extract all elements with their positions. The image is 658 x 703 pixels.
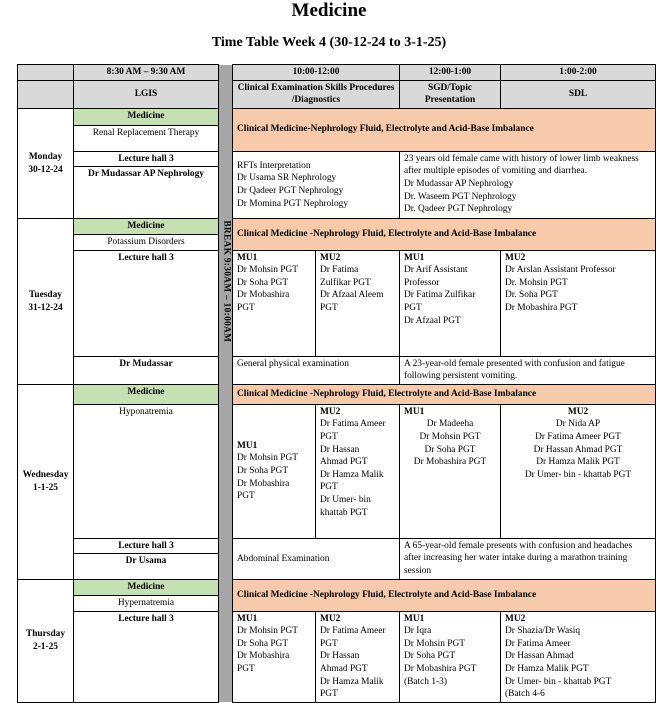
header-corner bbox=[18, 65, 74, 81]
mu-label: MU2 bbox=[567, 406, 589, 417]
mu-staff: Dr Fatima Ameer PGT bbox=[535, 431, 621, 442]
lgis-topic: Hypernatremia bbox=[74, 595, 219, 611]
mu1-group bbox=[233, 250, 316, 356]
lgis-topic: Renal Replacement Therapy bbox=[74, 125, 219, 151]
mu-staff: Dr Mohsin PGT bbox=[404, 638, 465, 649]
timetable bbox=[17, 64, 656, 703]
mu2-group bbox=[501, 611, 656, 702]
mu-staff: Dr Afzaal PGT bbox=[404, 315, 461, 326]
mu-staff: Dr Hassan Ahmad PGT bbox=[533, 444, 623, 455]
mu-staff: Dr Soha PGT bbox=[237, 465, 289, 476]
mu-staff: Dr Fatima bbox=[320, 265, 359, 276]
skills-cell bbox=[233, 151, 400, 219]
header-time-1: 10:00-12:00 bbox=[233, 65, 400, 81]
mu-label: MU2 bbox=[320, 613, 341, 624]
skills-line: Dr Qadeer PGT Nephrology bbox=[237, 186, 344, 197]
day-name: Monday bbox=[28, 151, 63, 162]
lgis-venue: Lecture hall 3 bbox=[74, 250, 219, 356]
mu1-group bbox=[400, 611, 501, 702]
mu-staff: Dr Mobashira PGT bbox=[505, 302, 578, 313]
header-time-lgis: 8:30 AM – 9:30 AM bbox=[74, 65, 219, 81]
header-sgd: SGD/Topic Presentation bbox=[400, 80, 501, 108]
mu1-group bbox=[233, 404, 316, 538]
clinical-banner: Clinical Medicine -Nephrology Fluid, Electrolyte and Acid-Base Imbalance bbox=[233, 580, 656, 611]
mu-staff: Dr Fatima Ameer bbox=[320, 626, 386, 637]
header-time-2: 12:00-1:00 bbox=[400, 65, 501, 81]
header-lgis: LGIS bbox=[74, 80, 219, 108]
mu2-group bbox=[501, 250, 656, 356]
mu-staff: Dr Fatima Zulfikar bbox=[404, 290, 476, 301]
mu-staff: Dr Mohsin PGT bbox=[237, 265, 298, 276]
mu-staff: Dr. Mohsin PGT bbox=[505, 277, 568, 288]
mu-staff: Dr Hassan bbox=[320, 651, 360, 662]
mu-staff: Professor bbox=[404, 277, 440, 288]
mu-staff: Dr. Soha PGT bbox=[505, 290, 558, 301]
lgis-lecturer: Dr Mudassar AP Nephrology bbox=[74, 167, 219, 219]
mu-staff: Dr Madeeha bbox=[426, 419, 474, 430]
mu-label: MU2 bbox=[320, 252, 341, 263]
mu-staff: PGT bbox=[404, 302, 422, 313]
mu-staff: PGT bbox=[237, 663, 255, 674]
mu-staff: Zulfikar PGT bbox=[320, 277, 371, 288]
mu-staff: Ahmad PGT bbox=[320, 457, 368, 468]
mu-staff: Dr Umer- bin bbox=[320, 494, 371, 505]
lgis-topic: Potassium Disorders bbox=[74, 234, 219, 250]
subject-cell: Medicine bbox=[74, 580, 219, 596]
break-label: BREAK 9:30AM – 10:00AM bbox=[220, 219, 231, 342]
mu-staff: (Batch 4-6 bbox=[505, 689, 545, 700]
mu-staff: Dr Soha PGT bbox=[424, 444, 476, 455]
mu-staff: PGT bbox=[320, 482, 338, 493]
header-time-3: 1:00-2:00 bbox=[501, 65, 656, 81]
day-date: 31-12-24 bbox=[28, 302, 63, 313]
day-name: Wednesday bbox=[22, 470, 69, 481]
case-text: 23 years old female came with history of lower limb weakness after multiple episodes of vomiting and diarrhea. bbox=[404, 153, 639, 177]
clinical-banner: Clinical Medicine -Nephrology Fluid, Electrolyte and Acid-Base Imbalance bbox=[233, 219, 656, 250]
mu1-group bbox=[400, 404, 501, 538]
mu-label: MU2 bbox=[505, 252, 526, 263]
mu-staff: Dr Mobashira bbox=[237, 651, 290, 662]
break-column bbox=[219, 65, 233, 703]
subject-cell: Medicine bbox=[74, 219, 219, 235]
mu-staff: Dr Mobashira PGT bbox=[404, 663, 477, 674]
header-sdl: SDL bbox=[501, 80, 656, 108]
mu-staff: Dr Mobashira bbox=[237, 290, 290, 301]
mu-staff: Dr Hamza Malik PGT bbox=[536, 457, 620, 468]
mu-label: MU1 bbox=[404, 406, 425, 417]
mu-staff: Dr Hassan Ahmad bbox=[505, 651, 574, 662]
day-date: 1-1-25 bbox=[33, 483, 58, 494]
mu-staff: Ahmad PGT bbox=[320, 663, 368, 674]
mu-label: MU1 bbox=[237, 613, 258, 624]
mu-staff: Dr Hamza Malik bbox=[320, 676, 384, 687]
mu-staff: Dr Hassan bbox=[320, 444, 360, 455]
lgis-lecturer: Dr Usama bbox=[74, 554, 219, 580]
mu-staff: khattab PGT bbox=[320, 507, 368, 518]
skills-line: Dr Usama SR Nephrology bbox=[237, 173, 337, 184]
case-staff: Dr. Qadeer PGT Nephrology bbox=[404, 204, 513, 215]
page-title: Medicine bbox=[291, 0, 367, 21]
mu-staff: Dr Iqra bbox=[404, 626, 432, 637]
mu-staff: Dr Fatima Ameer bbox=[320, 419, 386, 430]
mu-staff: Dr Mohsin PGT bbox=[419, 431, 481, 442]
mu-staff: Dr Mobashira bbox=[237, 478, 290, 489]
sgd-case-cell: A 23-year-old female presented with confusion and fatigue following persistent vomiting. bbox=[400, 356, 656, 384]
day-date: 30-12-24 bbox=[28, 164, 63, 175]
mu-staff: PGT bbox=[237, 491, 255, 502]
mu-staff: Dr Shazia/Dr Wasiq bbox=[505, 626, 581, 637]
mu-staff: Dr Afzaal Aleem bbox=[320, 290, 384, 301]
day-thursday bbox=[18, 580, 74, 702]
lgis-venue: Lecture hall 3 bbox=[74, 538, 219, 554]
mu-label: MU1 bbox=[237, 440, 258, 451]
day-name: Thursday bbox=[25, 629, 66, 640]
skills-line: RFTs Interpretation bbox=[237, 160, 311, 171]
day-date: 2-1-25 bbox=[33, 642, 58, 653]
mu1-group bbox=[233, 611, 316, 702]
mu-staff: Dr Umer- bin - khattab PGT bbox=[505, 676, 612, 687]
case-staff: Dr. Waseem PGT Nephrology bbox=[404, 191, 517, 202]
mu-staff: PGT bbox=[320, 638, 338, 649]
mu-staff: PGT bbox=[320, 431, 338, 442]
mu1-group bbox=[400, 250, 501, 356]
day-tuesday bbox=[18, 219, 74, 384]
mu-staff: Dr Hamza Malik PGT bbox=[505, 663, 589, 674]
lgis-venue: Lecture hall 3 bbox=[74, 611, 219, 702]
mu-staff: PGT bbox=[237, 302, 255, 313]
mu-staff: Dr Fatima Ameer bbox=[505, 638, 571, 649]
mu2-group bbox=[501, 404, 656, 538]
mu-staff: Dr Soha PGT bbox=[237, 638, 289, 649]
subject-cell: Medicine bbox=[74, 108, 219, 125]
subject-cell: Medicine bbox=[74, 384, 219, 404]
mu-label: MU1 bbox=[404, 252, 425, 263]
mu-staff: Dr Hamza Malik bbox=[320, 469, 384, 480]
mu-label: MU2 bbox=[505, 613, 526, 624]
lgis-lecturer: Dr Mudassar bbox=[74, 356, 219, 384]
mu-staff: Dr Nida AP bbox=[555, 419, 601, 430]
mu-label: MU1 bbox=[237, 252, 258, 263]
mu-staff: Dr Soha PGT bbox=[404, 651, 456, 662]
clinical-banner: Clinical Medicine -Nephrology Fluid, Electrolyte and Acid-Base Imbalance bbox=[233, 384, 656, 404]
mu-staff: Dr Mobashira PGT bbox=[413, 457, 487, 468]
mu-staff: Dr Soha PGT bbox=[237, 277, 289, 288]
mu-staff: Dr Arslan Assistant Professor bbox=[505, 265, 616, 276]
mu-label: MU1 bbox=[404, 613, 425, 624]
day-monday bbox=[18, 108, 74, 219]
page-subtitle: Time Table Week 4 (30-12-24 to 3-1-25) bbox=[211, 35, 447, 50]
mu-staff: PGT bbox=[320, 689, 338, 700]
mu2-group bbox=[316, 404, 400, 538]
mu2-group bbox=[316, 250, 400, 356]
mu-staff: (Batch 1-3) bbox=[404, 676, 447, 687]
exam-cell: General physical examination bbox=[233, 356, 400, 384]
mu-staff: PGT bbox=[320, 302, 338, 313]
lgis-topic: Hyponatremia bbox=[74, 404, 219, 538]
clinical-banner: Clinical Medicine-Nephrology Fluid, Electrolyte and Acid-Base Imbalance bbox=[233, 108, 656, 151]
skills-line: Dr Momina PGT Nephrology bbox=[237, 198, 349, 209]
mu-staff: Dr Umer- bin - khattab PGT bbox=[524, 469, 632, 480]
exam-cell: Abdominal Examination bbox=[233, 538, 400, 580]
case-staff: Dr Mudassar AP Nephrology bbox=[404, 178, 514, 189]
sgd-case-cell bbox=[400, 151, 656, 219]
lgis-venue: Lecture hall 3 bbox=[74, 151, 219, 167]
day-name: Tuesday bbox=[28, 289, 62, 300]
header-corner-2 bbox=[18, 80, 74, 108]
day-wednesday bbox=[18, 384, 74, 580]
header-skills: Clinical Examination Skills Procedures /Diagnostics bbox=[233, 80, 400, 108]
sgd-case-cell: A 65-year-old female presents with confusion and headaches after increasing her water intake during a marathon training session bbox=[400, 538, 656, 580]
mu-staff: Dr Arif Assistant bbox=[404, 265, 468, 276]
mu-label: MU2 bbox=[320, 406, 341, 417]
mu-staff: Dr Mohsin PGT bbox=[237, 453, 298, 464]
mu-staff: Dr Mohsin PGT bbox=[237, 626, 298, 637]
mu2-group bbox=[316, 611, 400, 702]
